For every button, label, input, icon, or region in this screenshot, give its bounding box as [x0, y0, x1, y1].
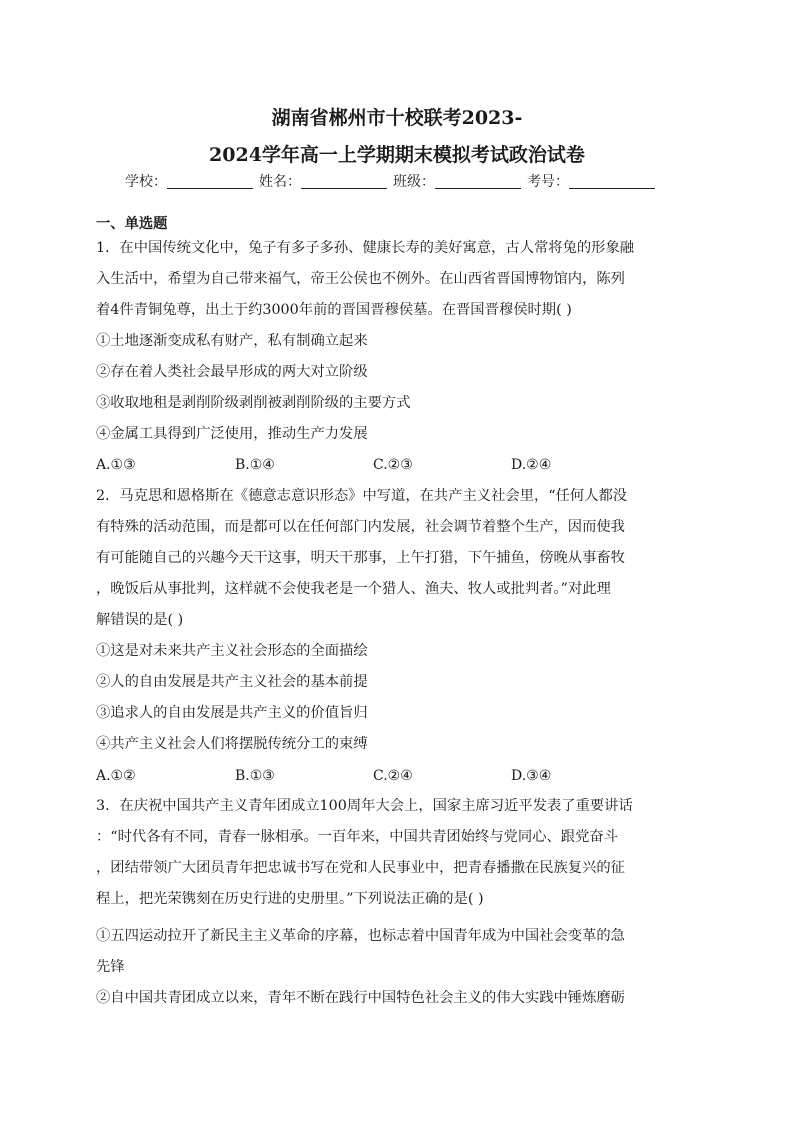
q2-stem-line: 2．马克思和恩格斯在《德意志意识形态》中写道，在共产主义社会里，“任何人都没: [96, 488, 628, 504]
school-label: 学校：: [125, 174, 167, 190]
number-blank[interactable]: [569, 174, 655, 189]
name-label: 姓名：: [259, 174, 301, 190]
name-blank[interactable]: [301, 174, 387, 189]
q1-item: ②存在着人类社会最早形成的两大对立阶级: [96, 364, 368, 380]
q3-stem-line: ：“时代各有不同，青春一脉相承。一百年来，中国共青团始终与党同心、跟党奋斗: [96, 829, 618, 845]
class-label: 班级：: [393, 174, 435, 190]
q1-item: ①土地逐渐变成私有财产，私有制确立起来: [96, 333, 368, 349]
section-heading: 一、单选题: [96, 216, 168, 232]
q1-option-b[interactable]: B.①④: [235, 457, 275, 473]
student-info-row: [125, 171, 661, 191]
q3-stem-line: ，团结带领广大团员青年把忠诚书写在党和人民事业中，把青春播撒在民族复兴的征: [96, 860, 625, 876]
q2-option-b[interactable]: B.①③: [235, 768, 275, 784]
q3-stem-line: 3．在庆祝中国共产主义青年团成立100周年大会上，国家主席习近平发表了重要讲话: [96, 798, 633, 814]
q3-item: ②自中国共青团成立以来，青年不断在践行中国特色社会主义的伟大实践中锤炼磨砺: [96, 990, 625, 1006]
class-blank[interactable]: [435, 174, 521, 189]
q3-item: ①五四运动拉开了新民主主义革命的序幕，也标志着中国青年成为中国社会变革的急: [96, 928, 625, 944]
q2-option-a[interactable]: A.①②: [96, 768, 136, 784]
q2-item: ④共产主义社会人们将摆脱传统分工的束缚: [96, 736, 368, 752]
q2-item: ②人的自由发展是共产主义社会的基本前提: [96, 674, 368, 690]
q1-item: ③收取地租是剥削阶级剥削被剥削阶级的主要方式: [96, 395, 411, 411]
q1-item: ④金属工具得到广泛使用，推动生产力发展: [96, 426, 368, 442]
q3-stem-line: 程上，把光荣镌刻在历史行进的史册里。”下列说法正确的是( ): [96, 891, 484, 907]
q2-item: ①这是对未来共产主义社会形态的全面描绘: [96, 643, 368, 659]
number-label: 考号：: [527, 174, 569, 190]
q1-option-c[interactable]: C.②③: [373, 457, 413, 473]
doc-title-line1: 湖南省郴州市十校联考2023-: [271, 107, 523, 129]
q2-option-d[interactable]: D.③④: [511, 768, 552, 784]
q1-option-a[interactable]: A.①③: [96, 457, 136, 473]
q2-item: ③追求人的自由发展是共产主义的价值旨归: [96, 705, 368, 721]
school-blank[interactable]: [167, 174, 253, 189]
q1-stem-line: 入生活中，希望为自己带来福气，帝王公侯也不例外。在山西省晋国博物馆内，陈列: [96, 271, 625, 287]
q2-stem-line: ，晚饭后从事批判，这样就不会使我老是一个猎人、渔夫、牧人或批判者。”对此理: [96, 581, 611, 597]
q3-item: 先锋: [96, 959, 125, 975]
q2-option-c[interactable]: C.②④: [373, 768, 413, 784]
q2-stem-line: 有特殊的活动范围，而是都可以在任何部门内发展，社会调节着整个生产，因而使我: [96, 519, 625, 535]
q2-stem-line: 解错误的是( ): [96, 612, 184, 628]
doc-title-line2: 2024学年高一上学期期末模拟考试政治试卷: [209, 144, 585, 166]
q1-option-d[interactable]: D.②④: [511, 457, 552, 473]
q2-stem-line: 有可能随自己的兴趣今天干这事，明天干那事，上午打猎，下午捕鱼，傍晚从事畜牧: [96, 550, 625, 566]
q1-stem-line: 1．在中国传统文化中，兔子有多子多孙、健康长寿的美好寓意，古人常将兔的形象融: [96, 240, 635, 256]
q1-stem-line: 着4件青铜兔尊，出土于约3000年前的晋国晋穆侯墓。在晋国晋穆侯时期( ): [96, 302, 572, 318]
